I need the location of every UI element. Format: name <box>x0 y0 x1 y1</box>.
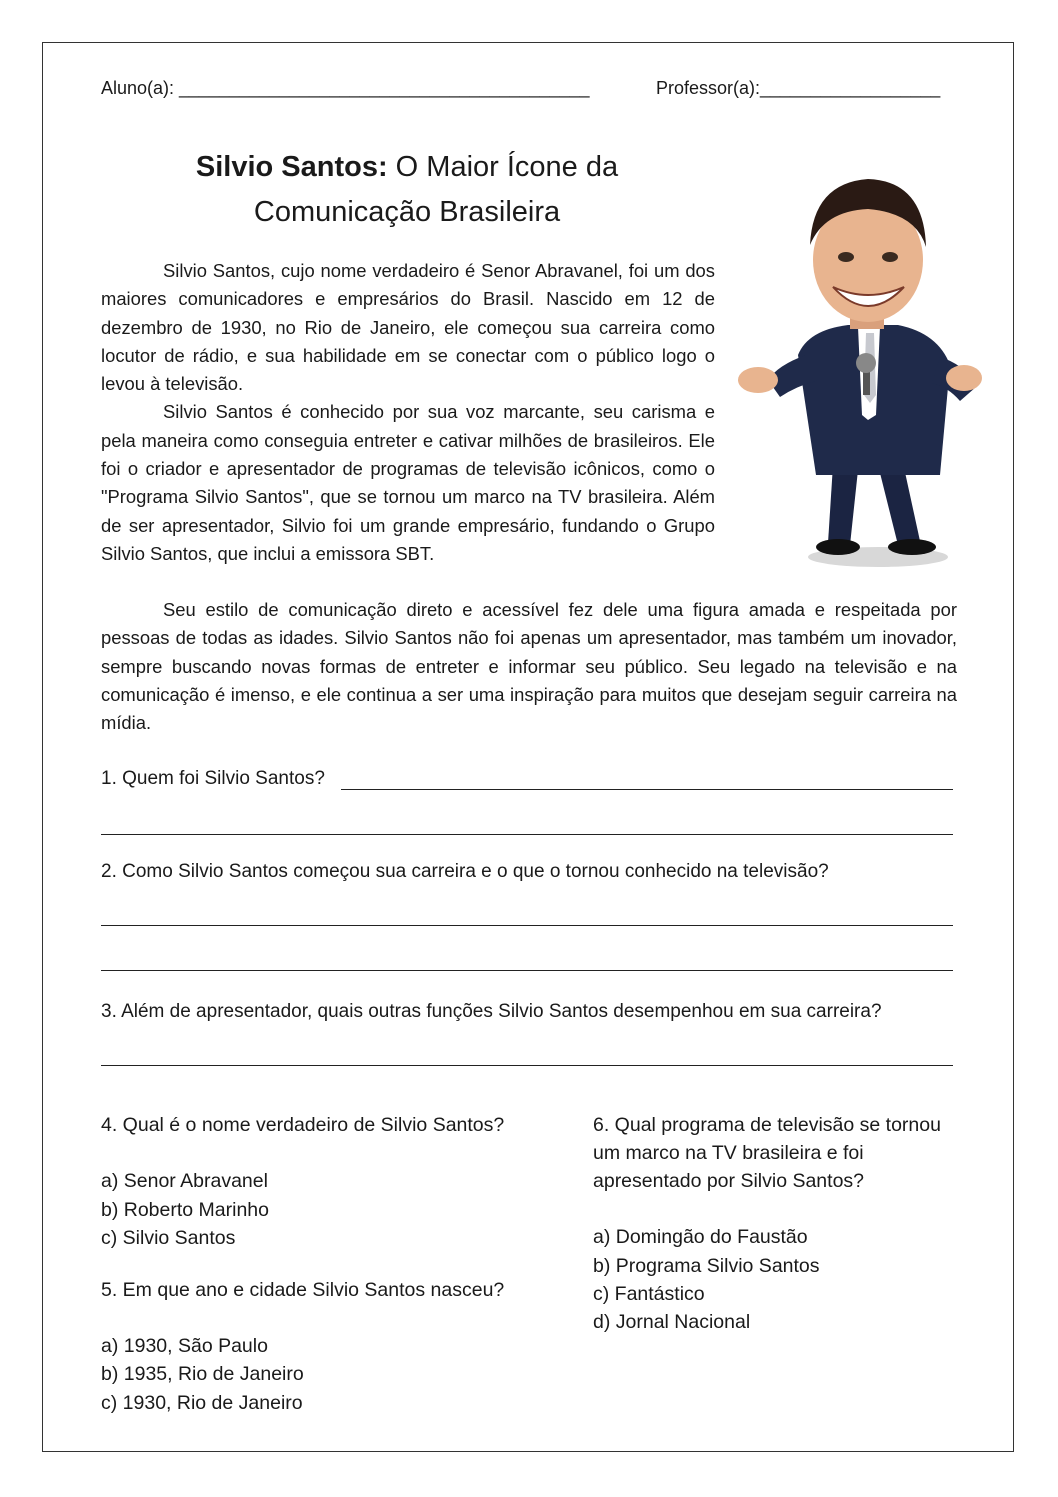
question-1: 1. Quem foi Silvio Santos? <box>101 768 325 789</box>
title-rest: O Maior Ícone da <box>387 151 619 183</box>
silvio-santos-caricature <box>728 165 983 570</box>
answer-line-5[interactable] <box>101 1065 953 1066</box>
question-4: 4. Qual é o nome verdadeiro de Silvio Santos? <box>101 1114 505 1136</box>
question-5: 5. Em que ano e cidade Silvio Santos nasceu? <box>101 1279 505 1301</box>
q4-option-c[interactable]: c) Silvio Santos <box>101 1227 236 1249</box>
page-title <box>132 145 682 235</box>
q6-option-b[interactable]: b) Programa Silvio Santos <box>593 1255 820 1277</box>
q4-option-b[interactable]: b) Roberto Marinho <box>101 1199 269 1221</box>
title-line2: Comunicação Brasileira <box>253 196 561 228</box>
question-2: 2. Como Silvio Santos começou sua carreira e o que o tornou conhecido na televisão? <box>101 861 829 882</box>
answer-line-4[interactable] <box>101 970 953 971</box>
q6-option-c[interactable]: c) Fantástico <box>593 1283 705 1305</box>
text-block-upper <box>101 257 715 568</box>
q6-option-d[interactable]: d) Jornal Nacional <box>593 1311 751 1333</box>
q4-option-a[interactable]: a) Senor Abravanel <box>101 1170 268 1192</box>
student-name-field[interactable]: Aluno(a): _________________________________________ <box>101 78 590 98</box>
question-6-line-3: apresentado por Silvio Santos? <box>593 1170 865 1192</box>
answer-line-1[interactable] <box>341 789 953 790</box>
q5-option-c[interactable]: c) 1930, Rio de Janeiro <box>101 1392 303 1414</box>
paragraph-1: Silvio Santos, cujo nome verdadeiro é Senor Abravanel, foi um dos maiores comunicadores e empresários do Brasil. Nascido em 12 de dezembro de 1930, no Rio de Janeiro, ele começou sua carreira como locutor de rádio, e sua habilidade em se conectar com o público logo o levou à televisão. <box>101 260 715 395</box>
question-3: 3. Além de apresentador, quais outras funções Silvio Santos desempenhou em sua carreira? <box>101 1001 882 1022</box>
q5-option-a[interactable]: a) 1930, São Paulo <box>101 1335 268 1357</box>
question-6-line-1: 6. Qual programa de televisão se tornou <box>593 1114 941 1136</box>
text-block-lower <box>101 596 957 737</box>
answer-line-3[interactable] <box>101 925 953 926</box>
paragraph-2: Silvio Santos é conhecido por sua voz marcante, seu carisma e pela maneira como conseguia entreter e cativar milhões de brasileiros. Ele foi o criador e apresentador de programas de televisão icônicos, como o "Programa Silvio Santos", que se tornou um marco na TV brasileira. Além de ser apresentador, Silvio foi um grande empresário, fundando o Grupo Silvio Santos, que inclui a emissora SBT. <box>101 401 715 564</box>
title-bold: Silvio Santos: <box>195 151 388 183</box>
q6-option-a[interactable]: a) Domingão do Faustão <box>593 1226 808 1248</box>
teacher-name-field[interactable]: Professor(a):__________________ <box>656 78 941 98</box>
question-6-line-2: um marco na TV brasileira e foi <box>593 1142 864 1164</box>
answer-line-2[interactable] <box>101 834 953 835</box>
q5-option-b[interactable]: b) 1935, Rio de Janeiro <box>101 1363 304 1385</box>
paragraph-3: Seu estilo de comunicação direto e acessível fez dele uma figura amada e respeitada por pessoas de todas as idades. Silvio Santos não foi apenas um apresentador, mas também um inovador, sempre buscando novas formas de entreter e informar seu público. Seu legado na televisão e na comunicação é imenso, e ele continua a ser uma inspiração para muitos que desejam seguir carreira na mídia. <box>101 599 957 734</box>
